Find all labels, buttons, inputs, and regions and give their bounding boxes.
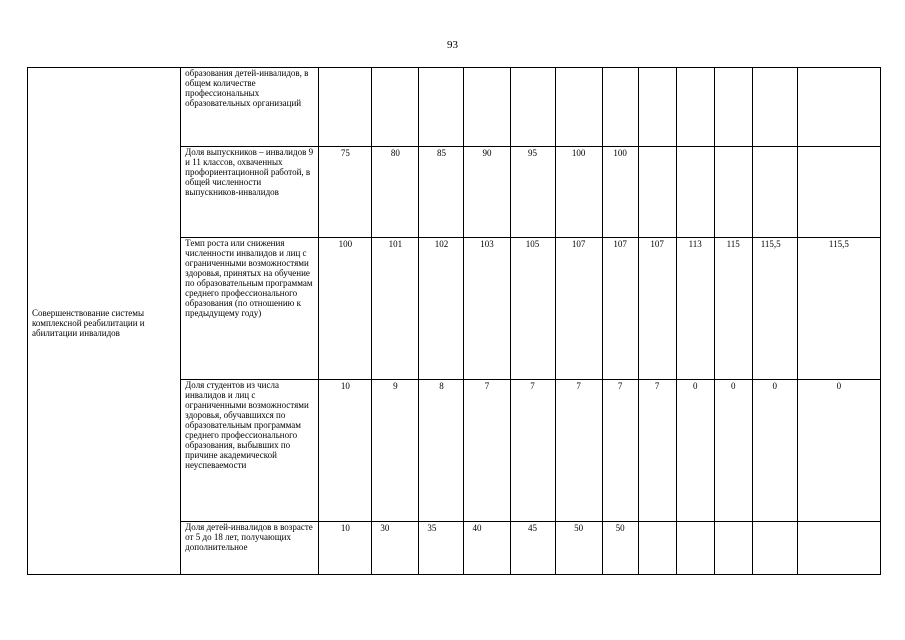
value-cell: 80 <box>372 147 419 238</box>
value-cell <box>510 68 555 147</box>
value-cell: 40 <box>464 522 510 575</box>
value-cell <box>752 68 797 147</box>
value-cell: 115,5 <box>752 238 797 380</box>
value-cell <box>676 68 714 147</box>
page-number: 93 <box>447 39 458 51</box>
value-cell <box>714 147 752 238</box>
value-cell: 85 <box>419 147 464 238</box>
value-cell: 105 <box>510 238 555 380</box>
value-cell <box>797 68 880 147</box>
value-cell: 107 <box>602 238 638 380</box>
value-cell: 90 <box>464 147 510 238</box>
value-cell <box>319 68 372 147</box>
value-cell: 50 <box>602 522 638 575</box>
value-cell <box>602 68 638 147</box>
value-cell: 115,5 <box>797 238 880 380</box>
indicators-table <box>27 67 881 575</box>
value-cell <box>752 147 797 238</box>
indicator-cell: Темп роста или снижения численности инвалидов и лиц с ограниченными возможностями здоровья, принятых на обучение по образовательным программам среднего профессионального образования (по отношению к предыдущему году) <box>181 238 319 380</box>
value-cell <box>797 522 880 575</box>
value-cell: 107 <box>638 238 676 380</box>
value-cell: 103 <box>464 238 510 380</box>
value-cell <box>676 522 714 575</box>
value-cell: 0 <box>752 380 797 522</box>
value-cell <box>714 522 752 575</box>
value-cell <box>419 68 464 147</box>
value-cell: 7 <box>555 380 602 522</box>
value-cell: 45 <box>510 522 555 575</box>
value-cell: 113 <box>676 238 714 380</box>
value-cell <box>676 147 714 238</box>
value-cell: 10 <box>319 522 372 575</box>
table-row <box>28 68 881 147</box>
value-cell: 0 <box>797 380 880 522</box>
value-cell <box>714 68 752 147</box>
value-cell <box>464 68 510 147</box>
value-cell <box>638 147 676 238</box>
value-cell: 7 <box>602 380 638 522</box>
indicator-cell: Доля детей-инвалидов в возрасте от 5 до 18 лет, получающих дополнительное <box>181 522 319 575</box>
value-cell: 100 <box>319 238 372 380</box>
value-cell: 75 <box>319 147 372 238</box>
value-cell: 50 <box>555 522 602 575</box>
value-cell: 8 <box>419 380 464 522</box>
value-cell: 102 <box>419 238 464 380</box>
value-cell: 107 <box>555 238 602 380</box>
value-cell: 7 <box>464 380 510 522</box>
value-cell: 100 <box>602 147 638 238</box>
measure-cell <box>28 68 181 575</box>
value-cell <box>555 68 602 147</box>
value-cell: 7 <box>510 380 555 522</box>
value-cell <box>638 68 676 147</box>
value-cell <box>752 522 797 575</box>
indicator-cell: образования детей-инвалидов, в общем количестве профессиональных образовательных организаций <box>181 68 319 147</box>
value-cell <box>638 522 676 575</box>
value-cell: 7 <box>638 380 676 522</box>
value-cell: 35 <box>419 522 464 575</box>
value-cell: 30 <box>372 522 419 575</box>
value-cell <box>372 68 419 147</box>
value-cell: 101 <box>372 238 419 380</box>
indicator-cell: Доля студентов из числа инвалидов и лиц с ограниченными возможностями здоровья, обучавшихся по образовательным программам среднего профессионального образования, выбывших по причине академической неуспеваемости <box>181 380 319 522</box>
value-cell: 0 <box>676 380 714 522</box>
value-cell: 0 <box>714 380 752 522</box>
value-cell: 10 <box>319 380 372 522</box>
value-cell: 115 <box>714 238 752 380</box>
value-cell: 9 <box>372 380 419 522</box>
indicator-cell: Доля выпускников – инвалидов 9 и 11 классов, охваченных профориентационной работой, в общей численности выпускников-инвалидов <box>181 147 319 238</box>
measure-title: Совершенствование системы комплексной реабилитации и абилитации инвалидов <box>32 308 145 338</box>
value-cell: 100 <box>555 147 602 238</box>
value-cell <box>797 147 880 238</box>
value-cell: 95 <box>510 147 555 238</box>
